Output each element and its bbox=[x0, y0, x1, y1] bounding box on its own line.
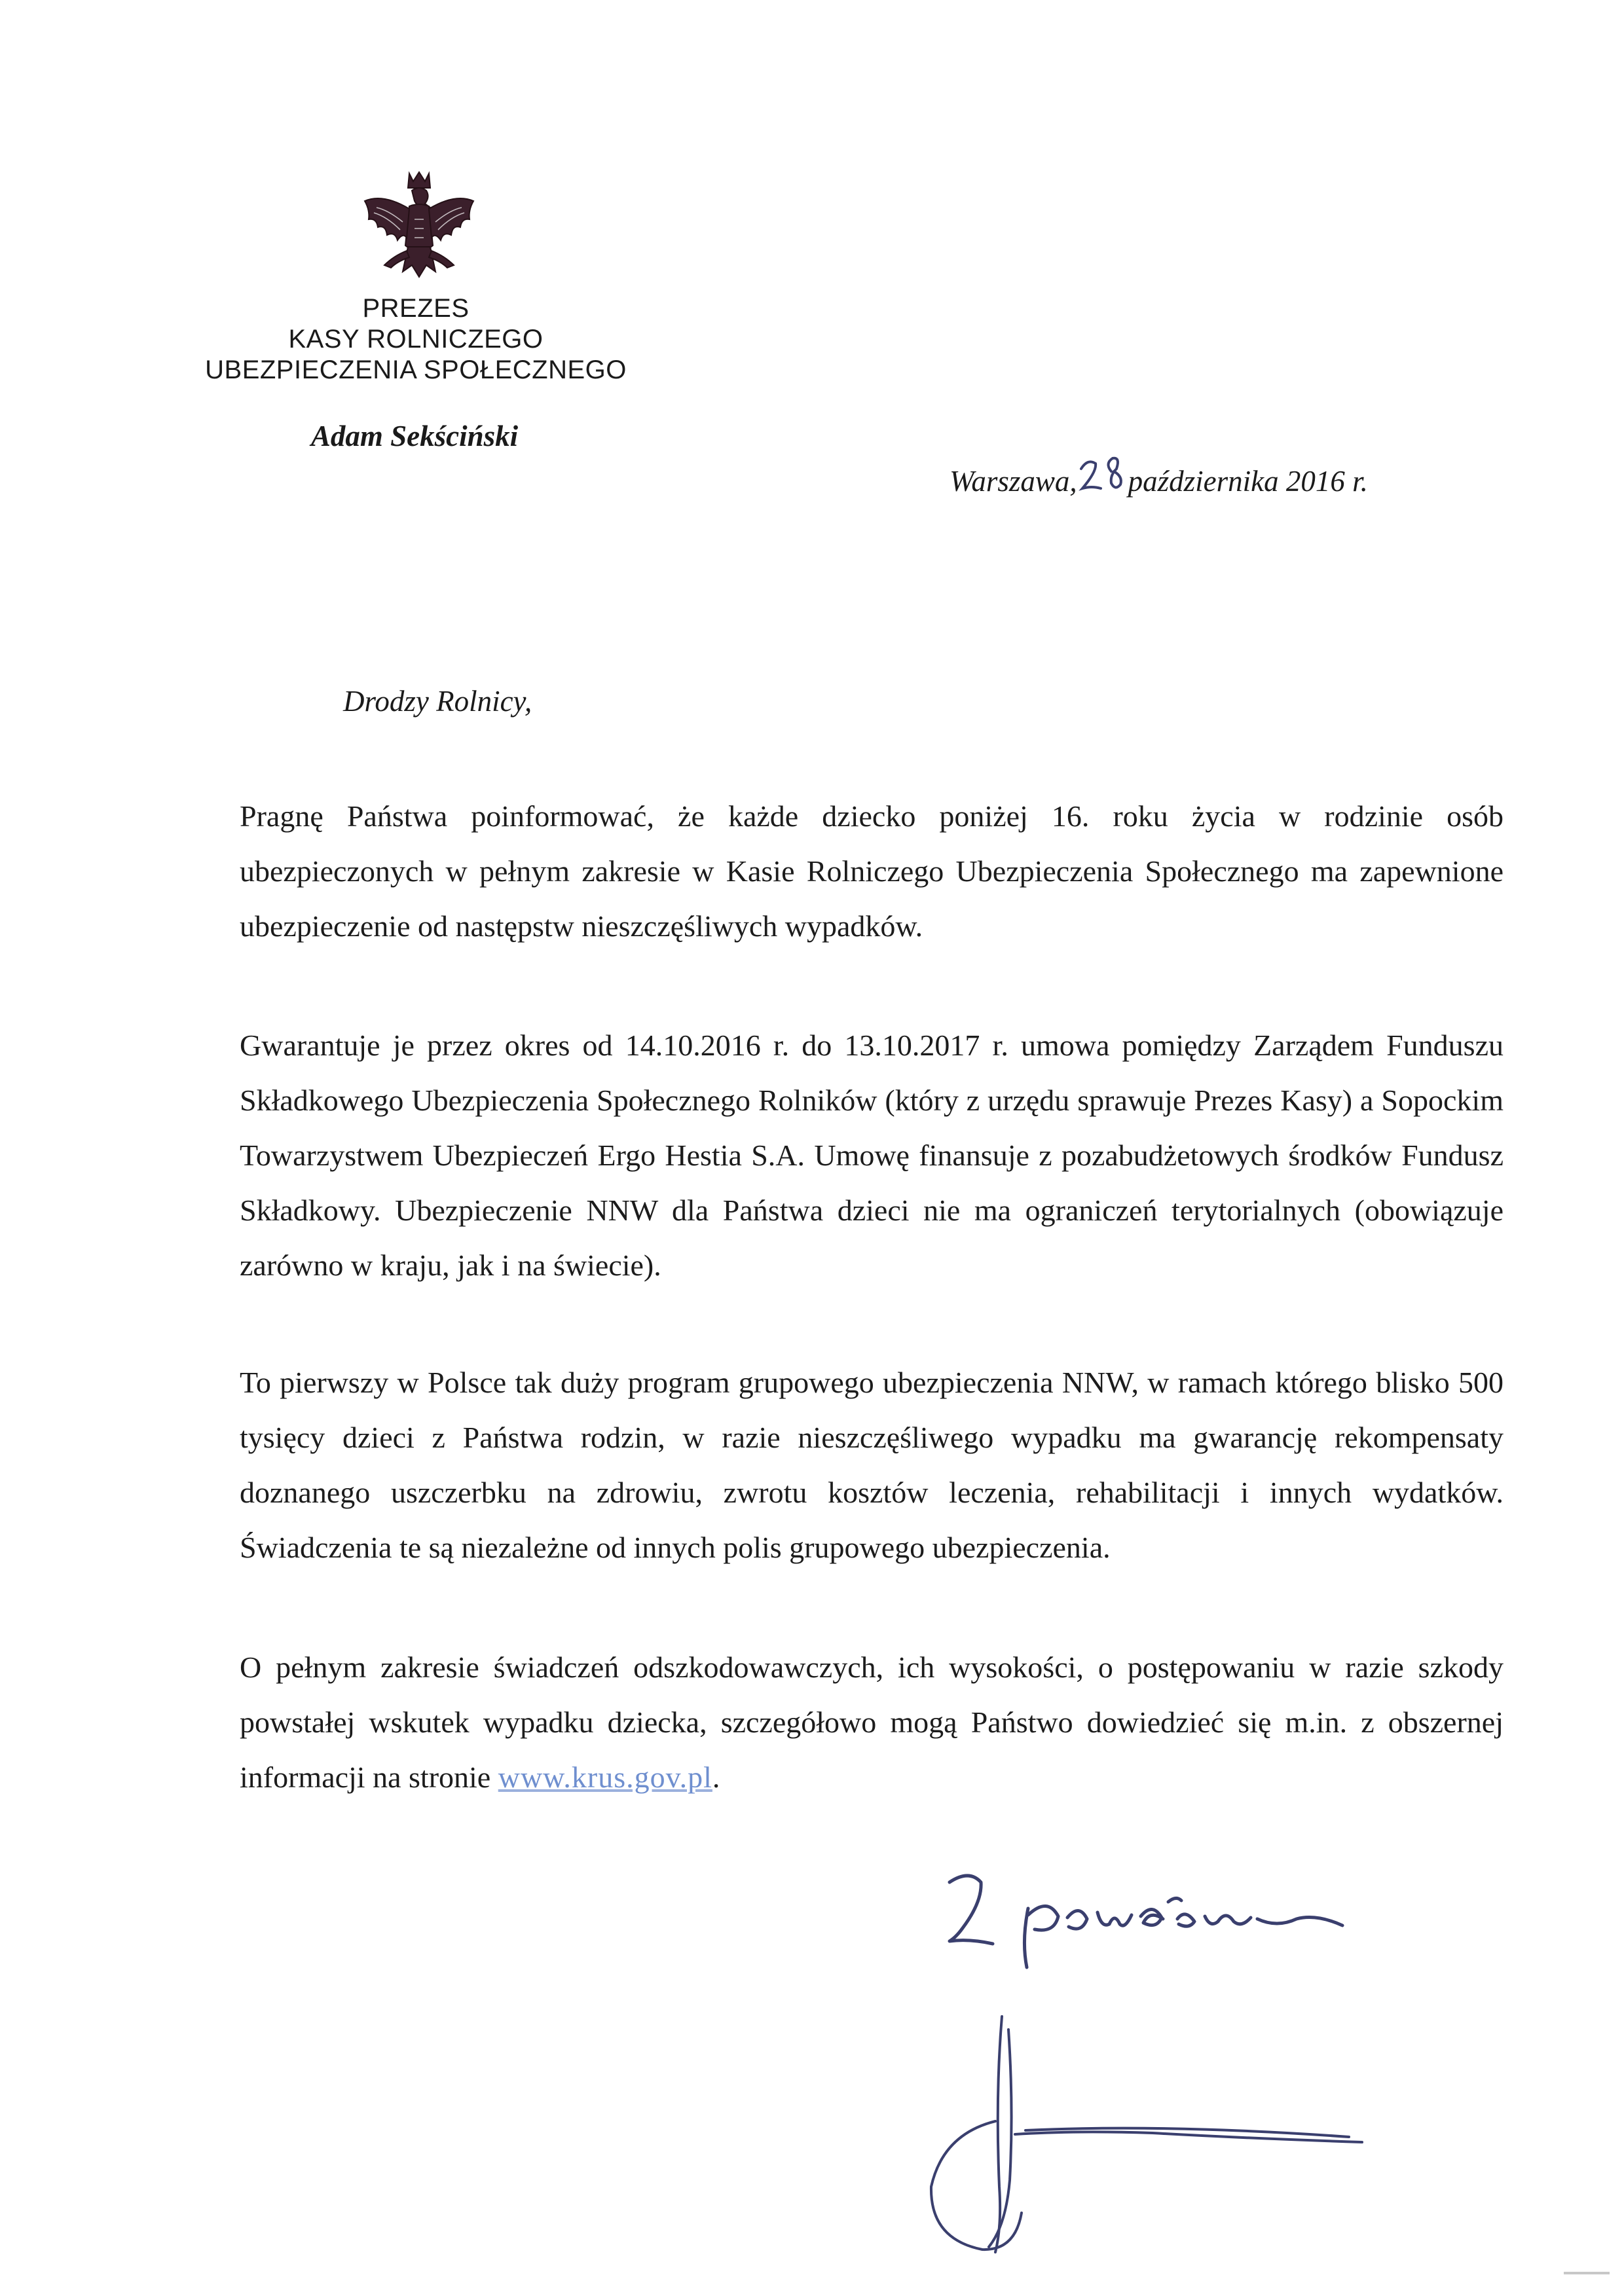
handwritten-closing bbox=[930, 1856, 1375, 1987]
handwritten-day-28 bbox=[1077, 452, 1128, 498]
page-edge-mark bbox=[1564, 2272, 1610, 2274]
krus-website-link[interactable]: www.krus.gov.pl bbox=[498, 1760, 712, 1794]
date-month-year: października 2016 r. bbox=[1128, 465, 1368, 498]
letter-date bbox=[950, 452, 1368, 498]
issuer-line: UBEZPIECZENIA SPOŁECZNEGO bbox=[205, 355, 627, 384]
paragraph-4-end: . bbox=[712, 1760, 720, 1794]
salutation: Drodzy Rolnicy, bbox=[343, 685, 532, 718]
polish-eagle-emblem-icon bbox=[357, 167, 481, 298]
body-paragraph-3: To pierwszy w Polsce tak duży program grupowego ubezpieczenia NNW, w ramach którego blisko 500 tysięcy dzieci z Państwa rodzin, w razie nieszczęśliwego wypadku ma gwarancję rekompensaty doznanego uszczerbku na zdrowiu, zwrotu kosztów leczenia, rehabilitacji i innych wydatków. Świadczenia te są niezależne od innych polis grupowego ubezpieczenia. bbox=[240, 1366, 1504, 1564]
paragraph-4-text: O pełnym zakresie świadczeń odszkodowawczych, ich wysokości, o postępowaniu w razie szkody powstałej wskutek wypadku dziecka, szczegółowo mogą Państwo dowiedzieć się m.in. z obszernej informacji na stronie bbox=[240, 1650, 1504, 1794]
issuer-line: PREZES bbox=[362, 294, 470, 323]
issuer-header bbox=[151, 293, 681, 386]
issuer-line: KASY ROLNICZEGO bbox=[288, 325, 544, 354]
body-paragraph-2: Gwarantuje je przez okres od 14.10.2016 r. do 13.10.2017 r. umowa pomiędzy Zarządem Funduszu Składkowego Ubezpieczenia Społecznego Rolników (który z urzędu sprawuje Prezes Kasy) a Sopockim Towarzystwem Ubezpieczeń Ergo Hestia S.A. Umowę finansuje z pozabudżetowych środków Fundusz Składkowy. Ubezpieczenie NNW dla Państwa dzieci nie ma ograniczeń terytorialnych (obowiązuje zarówno w kraju, jak i na świecie). bbox=[240, 1029, 1504, 1282]
body-paragraph-1: Pragnę Państwa poinformować, że każde dziecko poniżej 16. roku życia w rodzinie osób ubezpieczonych w pełnym zakresie w Kasie Rolniczego Ubezpieczenia Społecznego ma zapewnione ubezpieczenie od następstw nieszczęśliwych wypadków. bbox=[240, 799, 1504, 943]
president-name: Adam Sekściński bbox=[310, 420, 519, 452]
date-place: Warszawa, bbox=[950, 465, 1077, 498]
body-paragraph-4 bbox=[240, 1640, 1504, 1805]
handwritten-signature-icon bbox=[904, 1990, 1414, 2265]
